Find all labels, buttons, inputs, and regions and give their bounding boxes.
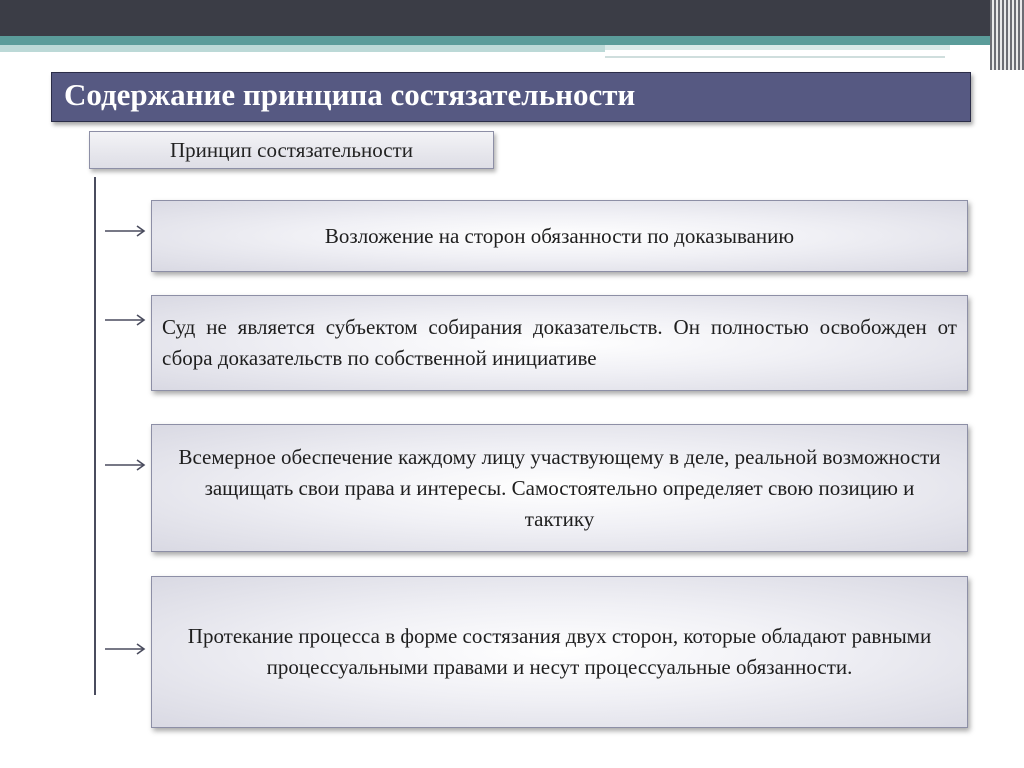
- arrow-right-icon: [104, 223, 148, 239]
- item-box-4: [151, 576, 968, 728]
- item-text-3: Всемерное обеспечение каждому лицу участвующему в деле, реальной возможности защищать свои права и интересы. Самостоятельно определяет свою позицию и тактику: [178, 444, 941, 531]
- top-dark-band: [0, 0, 1024, 36]
- item-text-4: Протекание процесса в форме состязания двух сторон, которые обладают равными процессуальными правами и несут процессуальные обязанности.: [187, 624, 932, 679]
- arrow-right-icon: [104, 457, 148, 473]
- corner-stripes: [990, 0, 1024, 70]
- root-node: Принцип состязательности: [89, 131, 494, 169]
- arrow-right-icon: [104, 641, 148, 657]
- item-box-2: [151, 295, 968, 391]
- item-text-2: Суд не является субъектом собирания доказательств. Он полностью освобожден от сбора доказательств по собственной инициативе: [162, 315, 957, 370]
- item-box-1: [151, 200, 968, 272]
- item-box-3: [151, 424, 968, 552]
- top-light-band: [0, 45, 605, 52]
- slide-title: Содержание принципа состязательности: [64, 77, 636, 112]
- arrow-right-icon: [104, 312, 148, 328]
- slide-title-bar: [51, 72, 971, 122]
- top-thin-line: [605, 56, 945, 58]
- connector-line: [94, 177, 96, 695]
- item-text-1: Возложение на сторон обязанности по доказыванию: [324, 223, 795, 248]
- top-light-band-right: [605, 45, 950, 50]
- top-teal-band: [0, 36, 1000, 45]
